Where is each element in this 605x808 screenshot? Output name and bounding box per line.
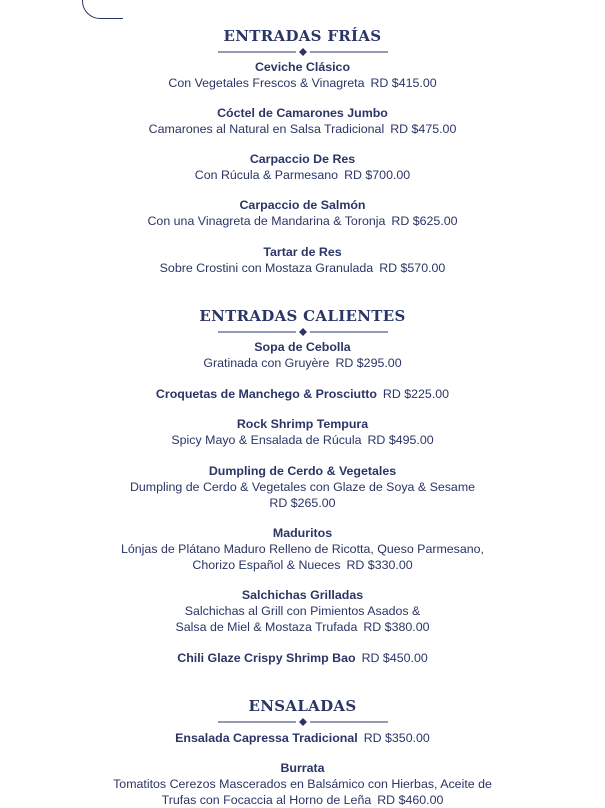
menu-item-croquetas	[0, 386, 605, 402]
item-name: Cóctel de Camarones Jumbo	[217, 106, 388, 120]
item-price: RD $570.00	[379, 261, 446, 275]
item-price: RD $460.00	[377, 793, 444, 807]
menu-item-bao	[0, 650, 605, 666]
item-price: RD $380.00	[363, 620, 430, 634]
ornament-divider-icon	[218, 47, 388, 57]
item-price: RD $475.00	[390, 122, 457, 136]
item-price: RD $350.00	[363, 731, 430, 745]
item-description: Camarones al Natural en Salsa Tradicional	[148, 122, 385, 136]
item-description: Con una Vinagreta de Mandarina & Toronja	[147, 214, 386, 228]
item-name: Tartar de Res	[263, 245, 342, 259]
ornament-divider-icon	[218, 717, 388, 727]
item-description: Dumpling de Cerdo & Vegetales con Glaze de Soya & Sesame	[129, 480, 476, 494]
section-entradas-frias-header	[0, 26, 605, 57]
item-name: Carpaccio de Salmón	[239, 198, 366, 212]
section-title: ENSALADAS	[248, 697, 357, 715]
item-name: Ceviche Clásico	[254, 60, 351, 74]
item-description-line2: Salsa de Miel & Mostaza Trufada	[175, 620, 358, 634]
item-name: Croquetas de Manchego & Prosciutto	[155, 387, 377, 401]
item-description: Sobre Crostini con Mostaza Granulada	[159, 261, 374, 275]
section-title: ENTRADAS FRÍAS	[223, 27, 382, 45]
item-description: Con Rúcula & Parmesano	[194, 168, 339, 182]
item-description-line2: Trufas con Focaccia al Horno de Leña	[161, 793, 372, 807]
item-price: RD $700.00	[344, 168, 411, 182]
item-name: Sopa de Cebolla	[254, 340, 351, 354]
item-name: Carpaccio De Res	[249, 152, 356, 166]
menu-item-carpaccio-salmon	[0, 197, 605, 229]
section-title: ENTRADAS CALIENTES	[199, 307, 406, 325]
menu-item-burrata	[0, 760, 605, 808]
menu-item-capressa	[0, 730, 605, 746]
item-name: Burrata	[280, 761, 325, 775]
corner-decoration	[82, 0, 123, 19]
item-description: Salchichas al Grill con Pimientos Asados &	[184, 604, 421, 618]
item-name: Salchichas Grilladas	[241, 588, 364, 602]
item-description: Lónjas de Plátano Maduro Relleno de Ricotta, Queso Parmesano,	[121, 542, 484, 556]
menu-item-sopa-cebolla	[0, 339, 605, 371]
item-price: RD $415.00	[370, 76, 437, 90]
item-price: RD $330.00	[346, 558, 413, 572]
item-price: RD $495.00	[367, 433, 434, 447]
item-price: RD $450.00	[361, 651, 428, 665]
item-name: Chili Glaze Crispy Shrimp Bao	[177, 651, 356, 665]
item-description: Spicy Mayo & Ensalada de Rúcula	[171, 433, 362, 447]
item-description: Gratinada con Gruyère	[203, 356, 330, 370]
menu-item-carpaccio-res	[0, 151, 605, 183]
menu-item-maduritos	[0, 525, 605, 573]
menu-item-coctel	[0, 105, 605, 137]
menu-item-ceviche	[0, 59, 605, 91]
item-price: RD $625.00	[391, 214, 458, 228]
item-name: Dumpling de Cerdo & Vegetales	[208, 464, 397, 478]
ornament-divider-icon	[218, 327, 388, 337]
item-description-line2: Chorizo Español & Nueces	[192, 558, 341, 572]
item-name: Ensalada Capressa Tradicional	[175, 731, 358, 745]
item-name: Maduritos	[272, 526, 333, 540]
item-price: RD $295.00	[335, 356, 402, 370]
section-entradas-calientes-header	[0, 306, 605, 337]
menu-item-rock-shrimp	[0, 416, 605, 448]
menu-item-dumpling	[0, 463, 605, 511]
item-name: Rock Shrimp Tempura	[236, 417, 369, 431]
item-price: RD $265.00	[269, 496, 336, 510]
item-description: Con Vegetales Frescos & Vinagreta	[168, 76, 365, 90]
section-ensaladas-header	[0, 696, 605, 727]
item-description: Tomatitos Cerezos Mascerados en Balsámico con Hierbas, Aceite de	[113, 777, 492, 791]
menu-item-salchichas	[0, 587, 605, 635]
item-price: RD $225.00	[382, 387, 450, 401]
menu-item-tartar	[0, 244, 605, 276]
